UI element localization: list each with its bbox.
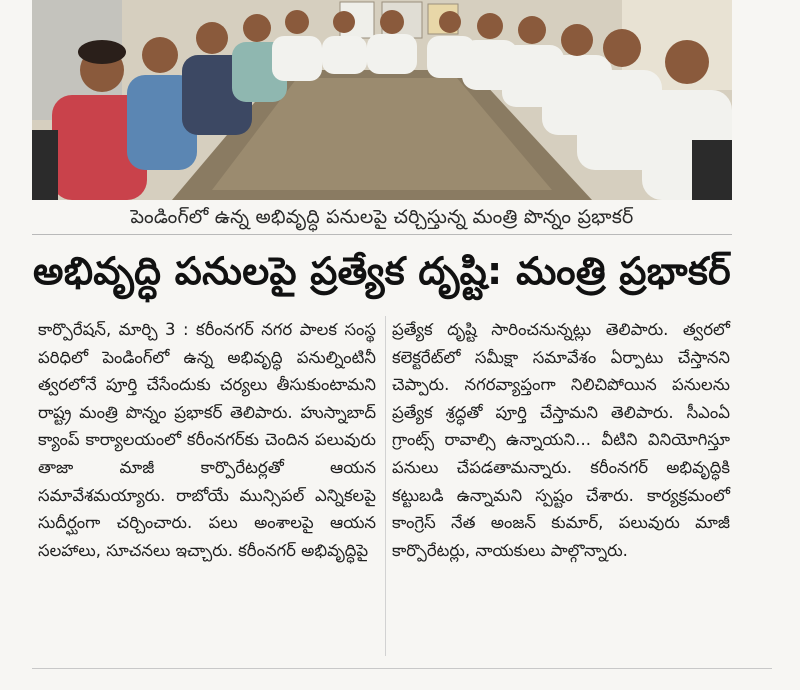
page-divider xyxy=(32,668,772,669)
article-paragraph-2: ప్రత్యేక దృష్టి సారించనున్నట్లు తెలిపారు. త్వరలో కలెక్టరేట్‌లో సమీక్షా సమావేశం ఏర్పాటు చేస్తానని చెప్పారు. నగరవ్యాప్తంగా నిలిచిపోయిన పనులను ప్రత్యేక శ్రద్ధతో పూర్తి చేస్తామని తెలిపారు. సీఎంఏ గ్రాంట్స్ రావాల్సి ఉన్నాయని... వీటిని వినియోగిస్తూ పనులు చేపడతామన్నారు. కరీంనగర్ అభివృద్ధికి కట్టుబడి ఉన్నామని స్పష్టం చేశారు. కార్యక్రమంలో కాంగ్రెస్ నేత అంజన్ కుమార్, పలువురు మాజీ కార్పొరేటర్లు, నాయకులు పాల్గొన్నారు. xyxy=(392,320,730,560)
article-column-left xyxy=(38,316,376,656)
caption-divider xyxy=(32,234,732,235)
news-photo xyxy=(32,0,732,200)
meeting-photo-illustration xyxy=(32,0,732,200)
article-paragraph-1: కార్పొరేషన్, మార్చి 3 : కరీంనగర్ నగర పాలక సంస్థ పరిధిలో పెండింగ్‌లో ఉన్న అభివృద్ధి పనుల్నింటినీ త్వరలోనే పూర్తి చేసేందుకు చర్యలు తీసుకుంటామని రాష్ట్ర మంత్రి పొన్నం ప్రభాకర్ తెలిపారు. హుస్నాబాద్ క్యాంప్ కార్యాలయంలో కరీంనగర్‌కు చెందిన పలువురు తాజా మాజీ కార్పొరేటర్లతో ఆయన సమావేశమయ్యారు. రాబోయే మున్సిపల్ ఎన్నికలపై సుదీర్ఘంగా చర్చించారు. పలు అంశాలపై ఆయన సలహాలు, సూచనలు ఇచ్చారు. కరీంనగర్ అభివృద్ధిపై xyxy=(38,320,376,560)
article-column-right xyxy=(385,316,730,656)
article-headline: అభివృద్ధి పనులపై ప్రత్యేక దృష్టి: మంత్రి ప్రభాకర్ xyxy=(33,249,731,293)
photo-caption: పెండింగ్‌లో ఉన్న అభివృద్ధి పనులపై చర్చిస్తున్న మంత్రి పొన్నం ప్రభాకర్ xyxy=(130,206,634,228)
article-body xyxy=(38,316,730,656)
